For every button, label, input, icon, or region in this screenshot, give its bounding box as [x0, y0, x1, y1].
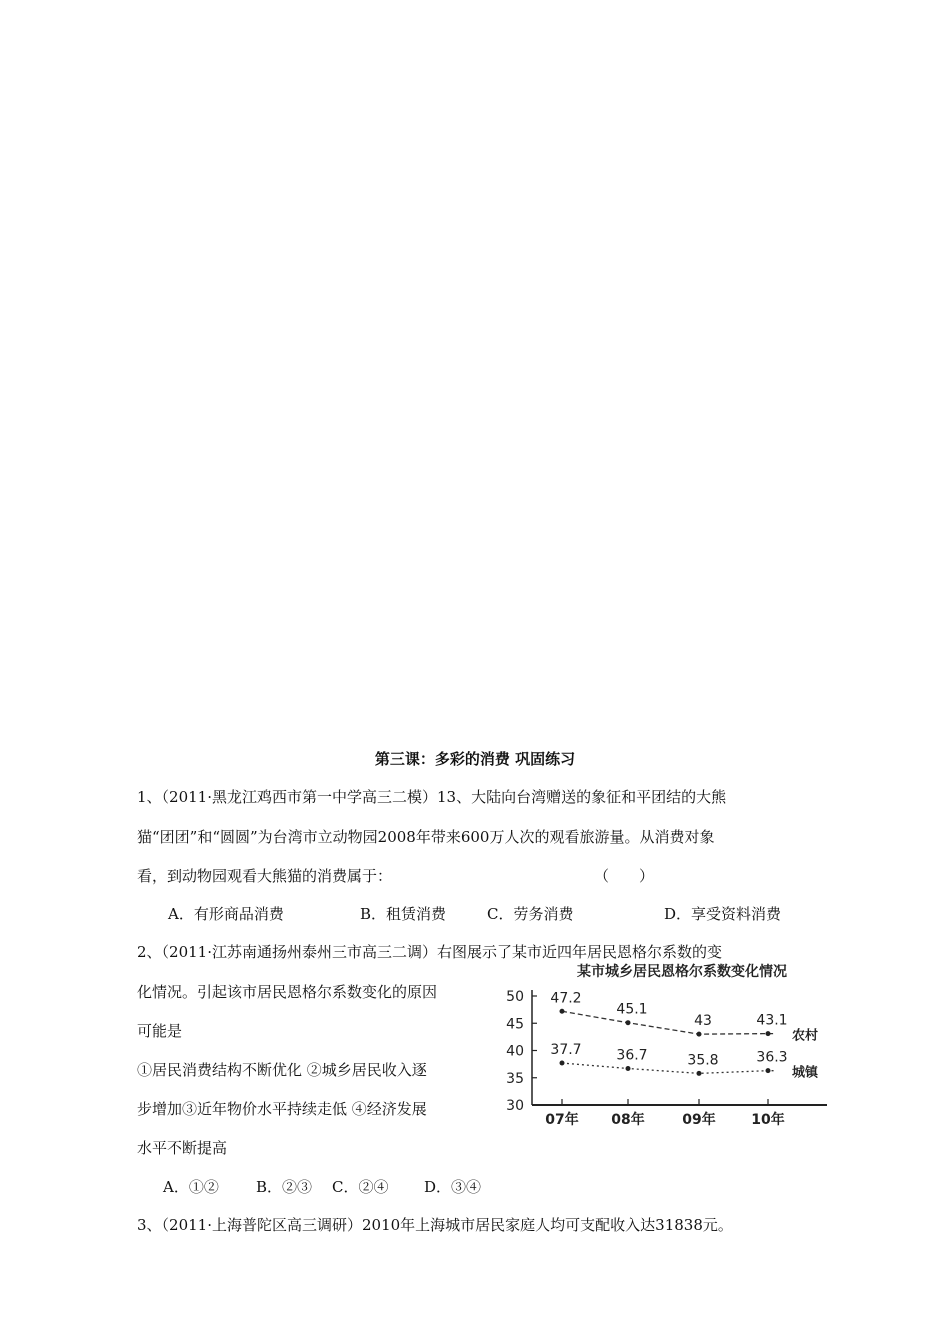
data-label-rural: 47.2 — [550, 990, 582, 1007]
q2-option-c: C．②④ — [332, 1178, 389, 1196]
series-line-urban — [562, 1063, 775, 1073]
q2-option-a: A．①② — [163, 1178, 219, 1196]
engel-coefficient-chart — [492, 962, 830, 1132]
y-tick-label: 45 — [506, 1016, 524, 1033]
y-tick-label: 35 — [506, 1070, 524, 1087]
data-point-urban — [697, 1071, 702, 1076]
x-tick-label: 08年 — [611, 1112, 645, 1128]
q2-line-6: 水平不断提高 — [137, 1139, 228, 1157]
q2-option-d: D．③④ — [424, 1178, 482, 1196]
q1-line-1: 1、（2011·黑龙江鸡西市第一中学高三二模）13、大陆向台湾赠送的象征和平团结的大熊 — [137, 788, 727, 806]
data-label-urban: 36.3 — [756, 1049, 788, 1066]
q1-option-d: D．享受资料消费 — [664, 905, 782, 923]
page-title: 第三课：多彩的消费 巩固练习 — [374, 750, 576, 768]
data-point-urban — [626, 1066, 631, 1071]
q2-line-3: 可能是 — [137, 1022, 183, 1040]
series-label-rural: 农村 — [792, 1028, 819, 1044]
data-point-rural — [697, 1032, 702, 1037]
data-label-rural: 43 — [694, 1013, 712, 1030]
data-point-rural — [626, 1020, 631, 1025]
data-label-urban: 35.8 — [687, 1052, 719, 1069]
x-tick-label: 10年 — [751, 1112, 785, 1128]
y-tick-label: 40 — [506, 1043, 524, 1060]
q1-answer-bracket: （ ） — [594, 867, 655, 885]
q1-line-2: 猫“团团”和“圆圆”为台湾市立动物园2008年带来600万人次的观看旅游量。从消费对象 — [137, 828, 715, 846]
q2-line-2: 化情况。引起该市居民恩格尔系数变化的原因 — [137, 983, 438, 1001]
q1-option-c: C．劳务消费 — [487, 905, 574, 923]
data-point-urban — [560, 1061, 565, 1066]
q2-option-b: B．②③ — [256, 1178, 313, 1196]
data-label-urban: 37.7 — [550, 1042, 582, 1059]
data-label-rural: 43.1 — [756, 1012, 788, 1029]
data-label-rural: 45.1 — [616, 1001, 648, 1018]
chart-plot-area — [506, 989, 827, 1128]
series-label-urban: 城镇 — [792, 1065, 819, 1081]
q1-option-b: B．租赁消费 — [360, 905, 447, 923]
q1-line-3: 看，到动物园观看大熊猫的消费属于： — [137, 867, 393, 885]
q1-option-a: A．有形商品消费 — [168, 905, 284, 923]
y-tick-label: 30 — [506, 1098, 524, 1114]
data-point-urban — [766, 1068, 771, 1073]
data-point-rural — [766, 1031, 771, 1036]
y-tick-label: 50 — [506, 989, 524, 1005]
q2-line-4: ①居民消费结构不断优化 ②城乡居民收入逐 — [137, 1061, 427, 1079]
x-tick-label: 07年 — [545, 1112, 579, 1128]
x-tick-label: 09年 — [682, 1112, 716, 1128]
series-line-rural — [562, 1011, 775, 1034]
q2-line-1: 2、（2011·江苏南通扬州泰州三市高三二调）右图展示了某市近四年居民恩格尔系数的变 — [137, 943, 722, 961]
q3-line-1: 3、（2011·上海普陀区高三调研）2010年上海城市居民家庭人均可支配收入达31838元。 — [137, 1216, 733, 1234]
data-label-urban: 36.7 — [616, 1047, 648, 1064]
data-point-rural — [560, 1009, 565, 1014]
q2-line-5: 步增加③近年物价水平持续走低 ④经济发展 — [137, 1100, 427, 1118]
chart-title: 某市城乡居民恩格尔系数变化情况 — [577, 964, 787, 980]
